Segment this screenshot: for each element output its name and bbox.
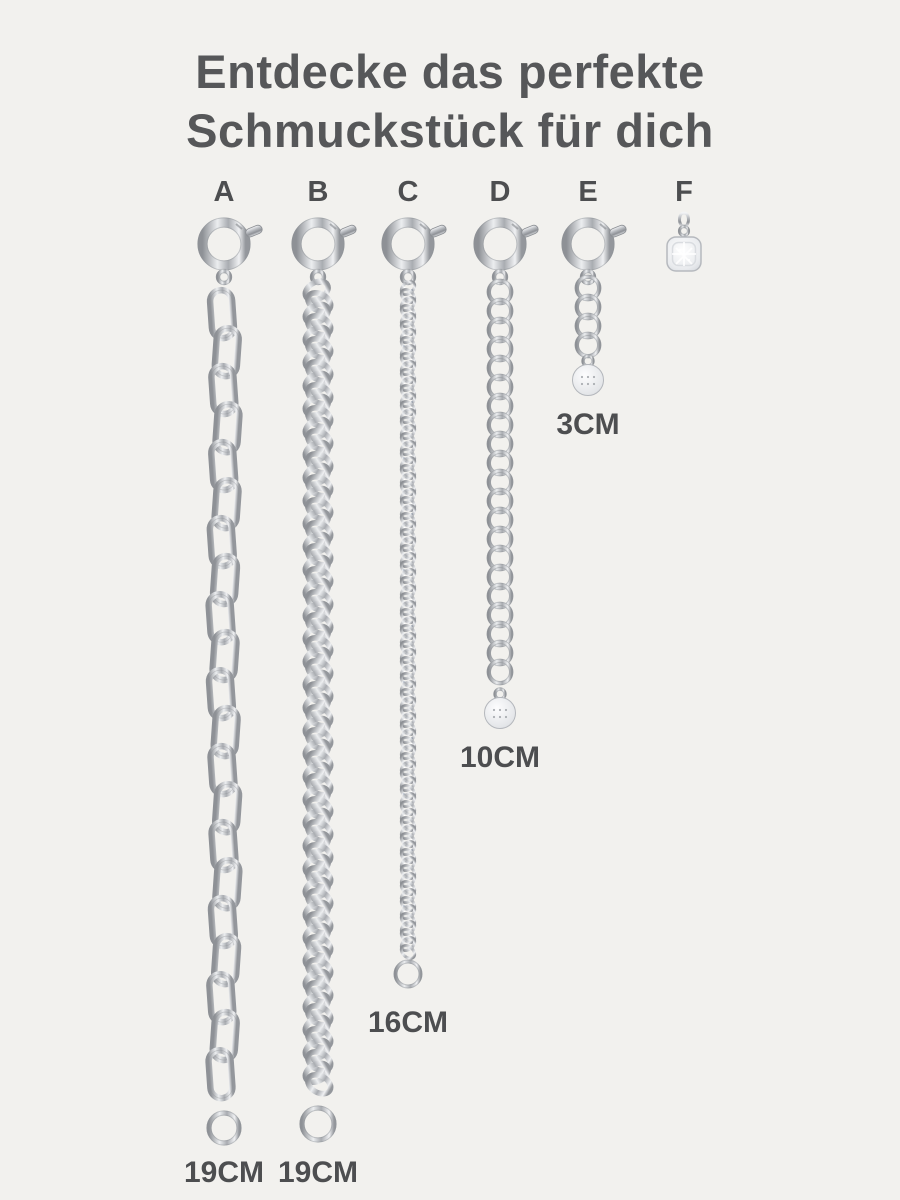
end-ring-icon bbox=[394, 960, 422, 988]
brand-tag-icon bbox=[573, 355, 604, 396]
length-label-b: 19CM bbox=[277, 1156, 359, 1189]
item-letter-d: D bbox=[489, 176, 511, 208]
spring-ring-clasp-icon bbox=[382, 218, 448, 285]
item-letter-c: C bbox=[397, 176, 419, 208]
spring-ring-clasp-icon bbox=[198, 218, 264, 285]
spring-ring-clasp-icon bbox=[562, 218, 628, 285]
gem-charm-graphic bbox=[624, 210, 744, 274]
item-letter-b: B bbox=[307, 176, 329, 208]
title-line-1: Entdecke das perfekte bbox=[195, 45, 705, 98]
item-letter-e: E bbox=[578, 176, 598, 208]
length-label-a: 19CM bbox=[183, 1156, 265, 1189]
length-label-c: 16CM bbox=[367, 1006, 449, 1039]
item-letter-f: F bbox=[675, 176, 693, 208]
item-letter-a: A bbox=[213, 176, 235, 208]
title-line-2: Schmuckstück für dich bbox=[186, 104, 714, 157]
end-ring-icon bbox=[207, 1111, 241, 1145]
gem-charm-icon bbox=[667, 213, 701, 271]
length-label-e: 3CM bbox=[556, 408, 620, 441]
page-title bbox=[0, 42, 900, 160]
brand-tag-icon bbox=[485, 688, 516, 729]
chain-item-f bbox=[624, 178, 744, 282]
length-label-d: 10CM bbox=[459, 741, 541, 774]
end-ring-icon bbox=[300, 1106, 336, 1142]
